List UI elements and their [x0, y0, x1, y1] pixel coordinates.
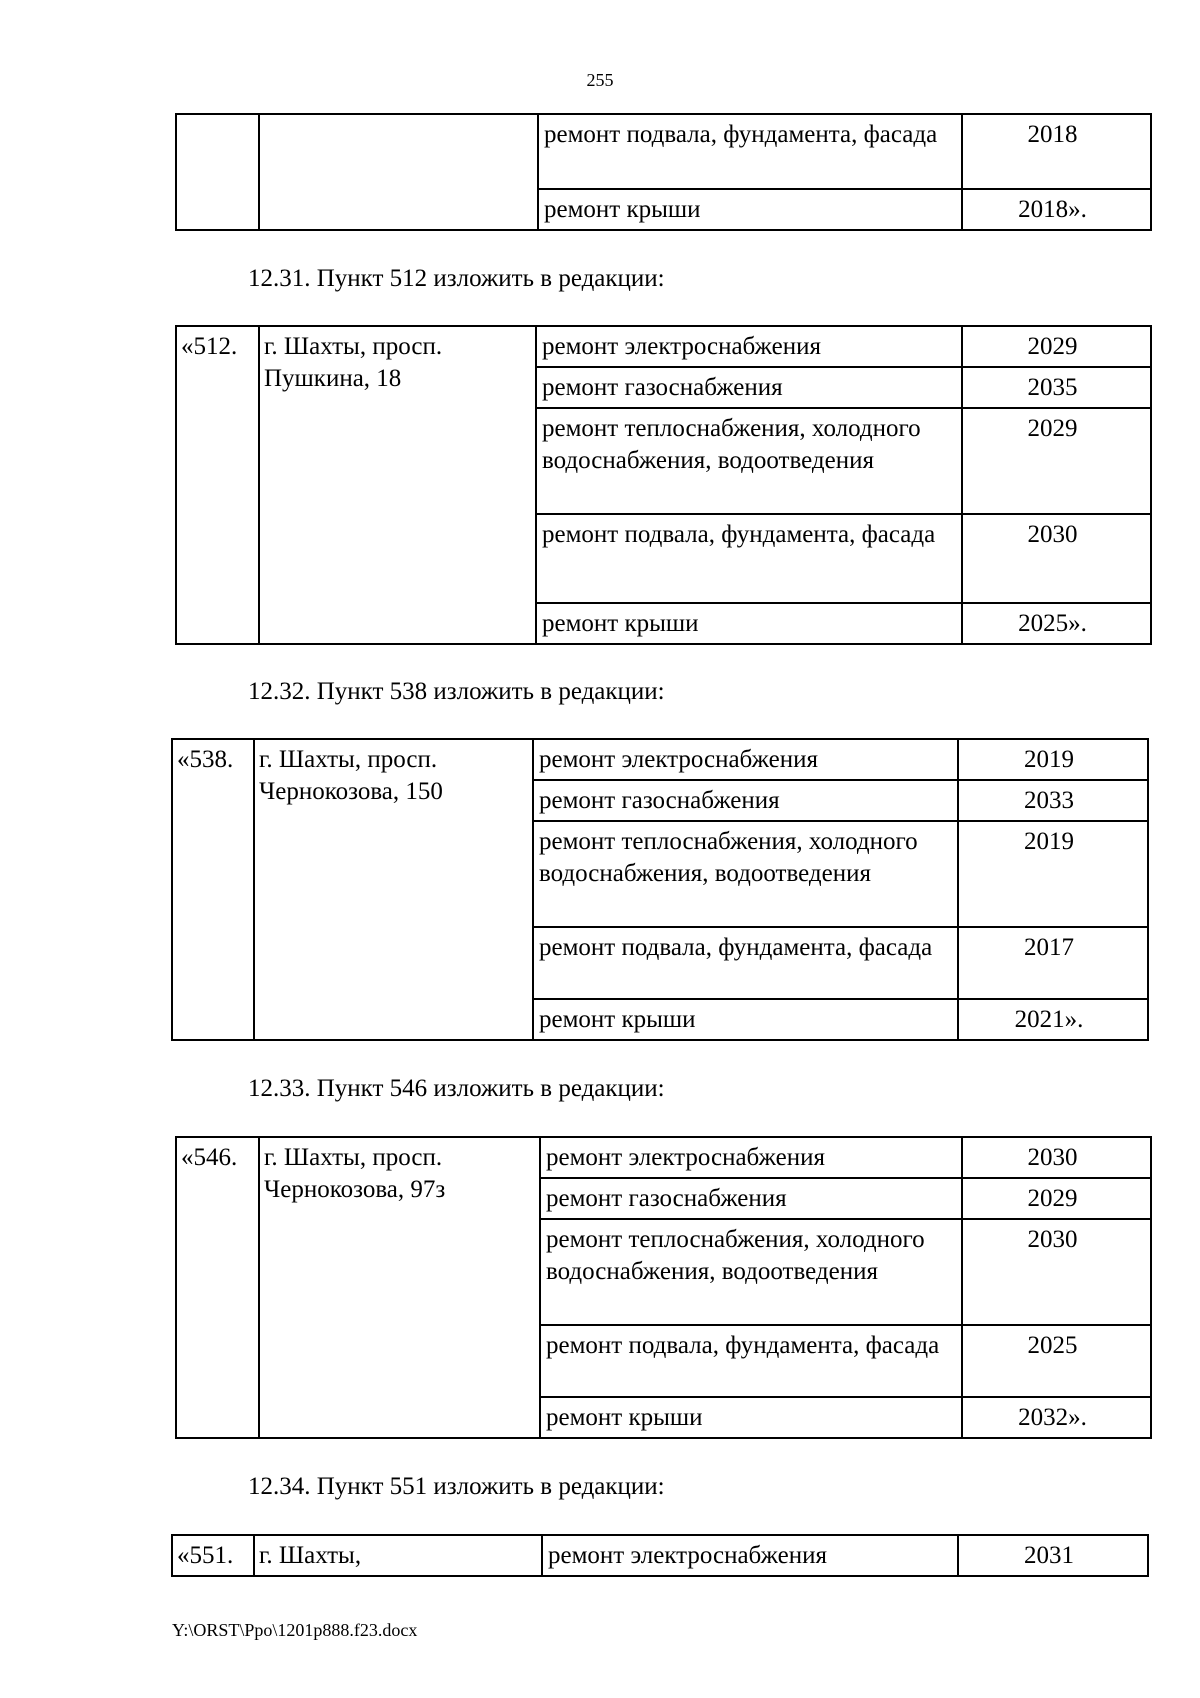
work-cell: ремонт электроснабжения [542, 1535, 958, 1576]
table-row [172, 739, 1148, 780]
work-cell: ремонт крыши [536, 603, 962, 644]
work-cell: ремонт подвала, фундамента, фасада [538, 114, 962, 189]
year-cell: 2021». [958, 999, 1148, 1040]
year-cell: 2030 [962, 514, 1151, 603]
year-cell: 2033 [958, 780, 1148, 821]
year-cell: 2019 [958, 739, 1148, 780]
work-cell: ремонт газоснабжения [533, 780, 958, 821]
year-cell: 2029 [962, 408, 1151, 514]
work-cell: ремонт электроснабжения [533, 739, 958, 780]
section-table [175, 325, 1152, 645]
continuation-table [175, 113, 1152, 231]
num-cell [176, 114, 259, 230]
num-cell: «538. [172, 739, 254, 1040]
section-heading: 12.33. Пункт 546 изложить в редакции: [248, 1075, 665, 1102]
section-table [171, 738, 1149, 1041]
address-cell: г. Шахты, просп. Чернокозова, 97з [259, 1137, 540, 1438]
page-number: 255 [586, 70, 614, 90]
year-cell: 2025 [962, 1325, 1151, 1397]
section-heading: 12.31. Пункт 512 изложить в редакции: [248, 265, 665, 292]
work-cell: ремонт крыши [540, 1397, 962, 1438]
work-cell: ремонт подвала, фундамента, фасада [540, 1325, 962, 1397]
year-cell: 2018». [962, 189, 1151, 230]
address-cell: г. Шахты, [254, 1535, 542, 1576]
table-row [176, 326, 1151, 367]
section-table [175, 1136, 1152, 1439]
address-cell: г. Шахты, просп. Пушкина, 18 [259, 326, 536, 644]
year-cell: 2032». [962, 1397, 1151, 1438]
work-cell: ремонт газоснабжения [540, 1178, 962, 1219]
num-cell: «512. [176, 326, 259, 644]
work-cell: ремонт теплоснабжения, холодного водоснабжения, водоотведения [540, 1219, 962, 1325]
year-cell: 2030 [962, 1219, 1151, 1325]
year-cell: 2025». [962, 603, 1151, 644]
year-cell: 2035 [962, 367, 1151, 408]
footer-file-path: Y:\ORST\Ppo\1201p888.f23.docx [172, 1620, 418, 1640]
num-cell: «546. [176, 1137, 259, 1438]
section-table [171, 1534, 1149, 1577]
work-cell: ремонт газоснабжения [536, 367, 962, 408]
section-heading: 12.34. Пункт 551 изложить в редакции: [248, 1473, 665, 1500]
address-cell [259, 114, 538, 230]
num-cell: «551. [172, 1535, 254, 1576]
work-cell: ремонт подвала, фундамента, фасада [536, 514, 962, 603]
section-heading: 12.32. Пункт 538 изложить в редакции: [248, 678, 665, 705]
address-cell: г. Шахты, просп. Чернокозова, 150 [254, 739, 533, 1040]
work-cell: ремонт электроснабжения [540, 1137, 962, 1178]
work-cell: ремонт крыши [538, 189, 962, 230]
work-cell: ремонт теплоснабжения, холодного водоснабжения, водоотведения [533, 821, 958, 927]
year-cell: 2031 [958, 1535, 1148, 1576]
table-row [176, 1137, 1151, 1178]
year-cell: 2030 [962, 1137, 1151, 1178]
work-cell: ремонт теплоснабжения, холодного водоснабжения, водоотведения [536, 408, 962, 514]
year-cell: 2019 [958, 821, 1148, 927]
work-cell: ремонт крыши [533, 999, 958, 1040]
work-cell: ремонт подвала, фундамента, фасада [533, 927, 958, 999]
table-row [172, 1535, 1148, 1576]
work-cell: ремонт электроснабжения [536, 326, 962, 367]
year-cell: 2029 [962, 1178, 1151, 1219]
year-cell: 2017 [958, 927, 1148, 999]
year-cell: 2029 [962, 326, 1151, 367]
year-cell: 2018 [962, 114, 1151, 189]
table-row [176, 114, 1151, 189]
